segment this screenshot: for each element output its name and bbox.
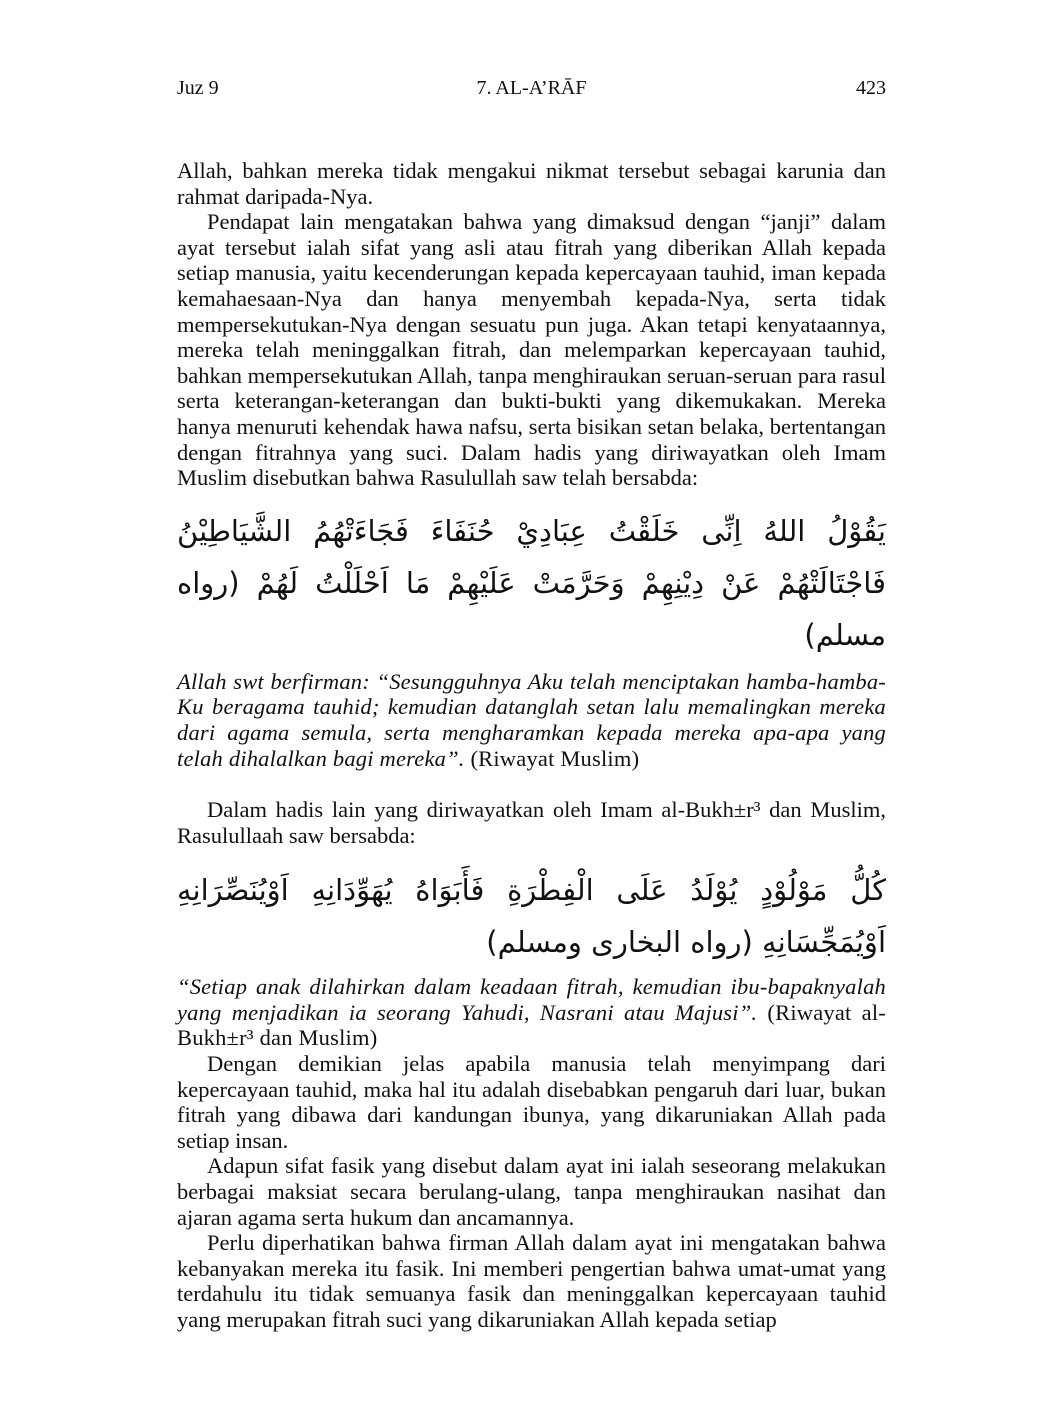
spacer bbox=[177, 771, 886, 797]
translation-hadith-muslim bbox=[177, 669, 886, 771]
hadith-source: (Riwayat al-Bukh±r³ dan Muslim) bbox=[177, 999, 887, 1051]
translation-text: Allah swt berfirman: “Sesungguhnya Aku telah menciptakan hamba-hamba-Ku beragama tauhid; kemudian datanglah setan lalu memalingkan mereka dari agama semula, serta mengharamkan kepada mereka apa-apa yang telah dihalalkan bagi mereka”. bbox=[177, 668, 886, 771]
page-body bbox=[177, 158, 886, 1333]
paragraph-note: Perlu diperhatikan bahwa firman Allah dalam ayat ini mengatakan bahwa kebanyakan mereka itu fasik. Ini memberi pengertian bahwa umat-umat yang terdahulu itu tidak semuanya fasik dan meninggalkan kepercayaan tauhid yang merupakan fitrah suci yang dikaruniakan Allah kepada setiap bbox=[177, 1230, 886, 1332]
paragraph-bukhari-intro: Dalam hadis lain yang diriwayatkan oleh Imam al-Bukh±r³ dan Muslim, Rasulullaah saw bersabda: bbox=[177, 797, 886, 848]
paragraph-conclusion: Dengan demikian jelas apabila manusia telah menyimpang dari kepercayaan tauhid, maka hal itu adalah disebabkan pengaruh dari luar, bukan fitrah yang dibawa dari kandungan ibunya, yang dikaruniakan Allah pada setiap insan. bbox=[177, 1051, 886, 1153]
paragraph-fasik: Adapun sifat fasik yang disebut dalam ayat ini ialah seseorang melakukan berbagai maksiat secara berulang-ulang, tanpa menghiraukan nasihat dan ajaran agama serta hukum dan ancamannya. bbox=[177, 1153, 886, 1230]
translation-hadith-bukhari bbox=[177, 974, 886, 1051]
surah-title: 7. AL-A’RĀF bbox=[476, 77, 587, 99]
hadith-source: (Riwayat Muslim) bbox=[470, 745, 640, 771]
juz-label: Juz 9 bbox=[177, 77, 219, 99]
paragraph-janji: Pendapat lain mengatakan bahwa yang dimaksud dengan “janji” dalam ayat tersebut ialah sifat yang asli atau fitrah yang diberikan Allah kepada setiap manusia, yaitu kecenderungan kepada kepercayaan tauhid, iman kepada kemahaesaan-Nya dan hanya menyembah kepada-Nya, serta tidak mempersekutukan-Nya dengan sesuatu pun juga. Akan tetapi kenyataannya, mereka telah meninggalkan fitrah, dan melemparkan kepercayaan tauhid, bahkan mempersekutukan Allah, tanpa menghiraukan seruan-seruan para rasul serta keterangan-keterangan dan bukti-bukti yang dikemukakan. Mereka hanya menuruti kehendak hawa nafsu, serta bisikan setan belaka, bertentangan dengan fitrahnya yang suci. Dalam hadis yang diriwayatkan oleh Imam Muslim disebutkan bahwa Rasulullah saw telah bersabda: bbox=[177, 209, 886, 491]
arabic-hadith-muslim: يَقُوْلُ اللهُ اِنِّى خَلَقْتُ عِبَادِيْ حُنَفَاءَ فَجَاءَتْهُمُ الشَّيَاطِيْنُ فَاجْتَالَتْهُمْ عَنْ دِيْنِهِمْ وَحَرَّمَتْ عَلَيْهِمْ مَا اَحْلَلْتُ لَهُمْ (رواه مسلم) bbox=[177, 513, 886, 652]
translation-text: “Setiap anak dilahirkan dalam keadaan fitrah, kemudian ibu-bapaknyalah yang menjadikan ia seorang Yahudi, Nasrani atau Majusi”. bbox=[177, 974, 886, 1025]
page-header bbox=[177, 76, 886, 104]
paragraph-continued: Allah, bahkan mereka tidak mengakui nikmat tersebut sebagai karunia dan rahmat daripada-Nya. bbox=[177, 158, 886, 209]
arabic-hadith-bukhari: كُلُّ مَوْلُوْدٍ يُوْلَدُ عَلَى الْفِطْرَةِ فَأَبَوَاهُ يُهَوِّدَانِهِ اَوْيُنَصِّرَانِهِ اَوْيُمَجِّسَانِهِ (رواه البخارى ومسلم) bbox=[177, 873, 886, 960]
page-number: 423 bbox=[856, 77, 886, 99]
